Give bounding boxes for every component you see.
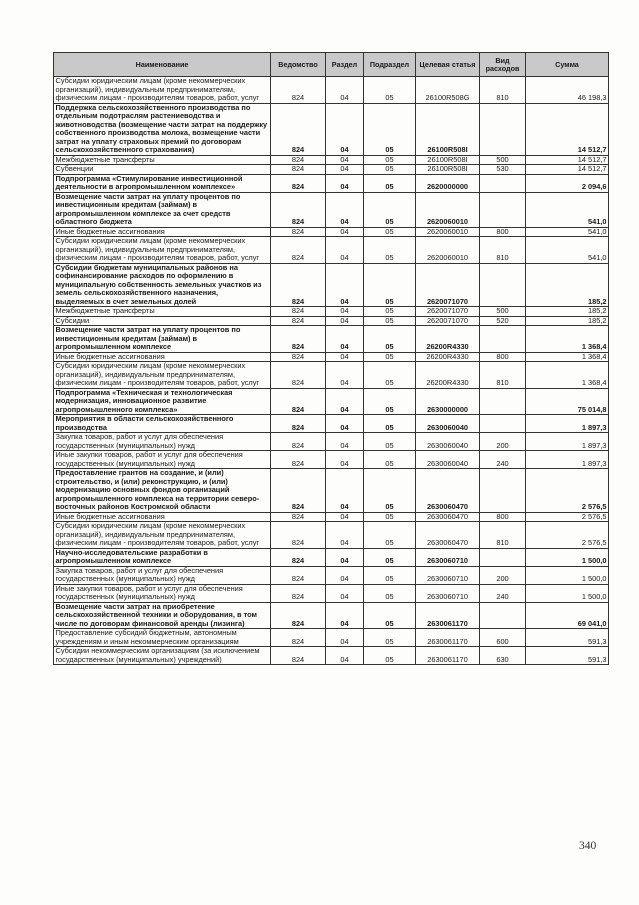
table-body	[54, 77, 609, 665]
cell-dept: 824	[271, 415, 326, 433]
cell-dept: 824	[271, 237, 326, 264]
cell-exptype: 630	[480, 647, 526, 665]
cell-dept: 824	[271, 103, 326, 155]
cell-subsection: 05	[364, 227, 416, 237]
cell-section: 04	[326, 451, 364, 469]
cell-dept: 824	[271, 584, 326, 602]
cell-exptype: 520	[480, 316, 526, 326]
cell-name: Предоставление субсидий бюджетным, автономным учреждениям и иным некоммерческим организациям	[54, 629, 271, 647]
cell-section: 04	[326, 388, 364, 415]
cell-target: 2630061170	[416, 602, 480, 629]
cell-exptype	[480, 469, 526, 513]
cell-name: Возмещение части затрат на уплату процентов по инвестиционным кредитам (займам) в агропромышленном комплексе	[54, 326, 271, 353]
cell-section: 04	[326, 362, 364, 389]
table-row	[54, 566, 609, 584]
table-row	[54, 548, 609, 566]
table-row	[54, 307, 609, 317]
table-row	[54, 512, 609, 522]
cell-dept: 824	[271, 77, 326, 104]
cell-dept: 824	[271, 155, 326, 165]
table-row	[54, 433, 609, 451]
cell-amount: 1 897,3	[526, 433, 609, 451]
cell-section: 04	[326, 522, 364, 549]
cell-dept: 824	[271, 522, 326, 549]
cell-section: 04	[326, 647, 364, 665]
cell-name: Предоставление грантов на создание, и (или) строительство, и (или) реконструкцию, и (или) модернизацию основных фондов организаций агропромышленного комплекса на территории северо-восточных районов Костромской области	[54, 469, 271, 513]
cell-exptype	[480, 103, 526, 155]
cell-amount: 14 512,7	[526, 165, 609, 175]
cell-name: Иные бюджетные ассигнования	[54, 512, 271, 522]
cell-amount: 1 500,0	[526, 548, 609, 566]
cell-section: 04	[326, 155, 364, 165]
cell-amount: 69 041,0	[526, 602, 609, 629]
cell-dept: 824	[271, 307, 326, 317]
cell-target: 26100R508I	[416, 155, 480, 165]
cell-exptype: 600	[480, 629, 526, 647]
cell-dept: 824	[271, 469, 326, 513]
cell-target: 2620071070	[416, 263, 480, 307]
cell-subsection: 05	[364, 629, 416, 647]
cell-amount: 591,3	[526, 647, 609, 665]
cell-dept: 824	[271, 647, 326, 665]
cell-name: Межбюджетные трансферты	[54, 307, 271, 317]
cell-amount: 46 198,3	[526, 77, 609, 104]
cell-exptype	[480, 388, 526, 415]
cell-amount: 185,2	[526, 316, 609, 326]
cell-subsection: 05	[364, 522, 416, 549]
cell-subsection: 05	[364, 192, 416, 227]
table-row	[54, 316, 609, 326]
header-subsection: Подраздел	[364, 53, 416, 77]
table-row	[54, 629, 609, 647]
cell-target: 2630060470	[416, 522, 480, 549]
cell-section: 04	[326, 174, 364, 192]
cell-amount: 2 094,6	[526, 174, 609, 192]
header-name: Наименование	[54, 53, 271, 77]
cell-section: 04	[326, 237, 364, 264]
cell-dept: 824	[271, 165, 326, 175]
cell-amount: 1 368,4	[526, 352, 609, 362]
cell-dept: 824	[271, 192, 326, 227]
cell-section: 04	[326, 469, 364, 513]
budget-table	[53, 52, 609, 665]
cell-amount: 591,3	[526, 629, 609, 647]
cell-name: Субсидии юридическим лицам (кроме некоммерческих организаций), индивидуальным предпринимателям, физическим лицам - производителям товаров, работ, услуг	[54, 237, 271, 264]
cell-dept: 824	[271, 326, 326, 353]
cell-amount: 1 368,4	[526, 326, 609, 353]
cell-subsection: 05	[364, 307, 416, 317]
cell-amount: 75 014,8	[526, 388, 609, 415]
cell-section: 04	[326, 165, 364, 175]
cell-target: 2620060010	[416, 192, 480, 227]
cell-subsection: 05	[364, 174, 416, 192]
cell-name: Иные закупки товаров, работ и услуг для обеспечения государственных (муниципальных) нужд	[54, 451, 271, 469]
cell-dept: 824	[271, 362, 326, 389]
cell-dept: 824	[271, 512, 326, 522]
cell-section: 04	[326, 433, 364, 451]
table-row	[54, 103, 609, 155]
cell-amount: 1 500,0	[526, 566, 609, 584]
table-row	[54, 237, 609, 264]
cell-section: 04	[326, 352, 364, 362]
cell-exptype: 240	[480, 584, 526, 602]
cell-dept: 824	[271, 629, 326, 647]
cell-section: 04	[326, 307, 364, 317]
cell-section: 04	[326, 103, 364, 155]
cell-name: Иные закупки товаров, работ и услуг для обеспечения государственных (муниципальных) нужд	[54, 584, 271, 602]
table-row	[54, 165, 609, 175]
cell-dept: 824	[271, 433, 326, 451]
cell-name: Иные бюджетные ассигнования	[54, 227, 271, 237]
cell-subsection: 05	[364, 326, 416, 353]
cell-exptype	[480, 192, 526, 227]
cell-target: 2630061170	[416, 629, 480, 647]
cell-name: Иные бюджетные ассигнования	[54, 352, 271, 362]
cell-subsection: 05	[364, 388, 416, 415]
cell-target: 2630061170	[416, 647, 480, 665]
cell-section: 04	[326, 512, 364, 522]
cell-amount: 1 897,3	[526, 451, 609, 469]
cell-subsection: 05	[364, 512, 416, 522]
cell-exptype: 200	[480, 433, 526, 451]
cell-dept: 824	[271, 451, 326, 469]
cell-amount: 1 500,0	[526, 584, 609, 602]
cell-amount: 541,0	[526, 237, 609, 264]
cell-section: 04	[326, 584, 364, 602]
cell-name: Возмещение части затрат на приобретение сельскохозяйственной техники и оборудования, в том числе по договорам финансовой аренды (лизинга)	[54, 602, 271, 629]
cell-exptype: 810	[480, 522, 526, 549]
cell-name: Поддержка сельскохозяйственного производства по отдельным подотраслям растениеводства и животноводства (возмещение части затрат на поддержку собственного производства молока, возмещение части затрат на уплату страховых премий по договорам сельскохозяйственного страхования)	[54, 103, 271, 155]
cell-target: 2620000000	[416, 174, 480, 192]
cell-target: 26100R508G	[416, 77, 480, 104]
cell-target: 2620060010	[416, 227, 480, 237]
cell-dept: 824	[271, 352, 326, 362]
cell-dept: 824	[271, 566, 326, 584]
cell-target: 2630060710	[416, 566, 480, 584]
cell-exptype: 200	[480, 566, 526, 584]
cell-exptype	[480, 326, 526, 353]
cell-amount: 14 512,7	[526, 155, 609, 165]
cell-section: 04	[326, 77, 364, 104]
table-header	[54, 53, 609, 77]
cell-name: Субвенции	[54, 165, 271, 175]
header-exptype: Вид расходов	[480, 53, 526, 77]
cell-amount: 2 576,5	[526, 512, 609, 522]
cell-target: 26200R4330	[416, 352, 480, 362]
header-row	[54, 53, 609, 77]
cell-target: 26100R508I	[416, 165, 480, 175]
table-row	[54, 602, 609, 629]
cell-exptype: 800	[480, 227, 526, 237]
cell-name: Закупка товаров, работ и услуг для обеспечения государственных (муниципальных) нужд	[54, 433, 271, 451]
cell-section: 04	[326, 415, 364, 433]
budget-table-container	[53, 52, 608, 665]
cell-name: Субсидии бюджетам муниципальных районов на софинансирование расходов по оформлению в муниципальную собственность земельных участков из земель сельскохозяйственного назначения, выделяемых в счет земельных долей	[54, 263, 271, 307]
cell-dept: 824	[271, 548, 326, 566]
cell-amount: 541,0	[526, 192, 609, 227]
cell-section: 04	[326, 602, 364, 629]
cell-section: 04	[326, 326, 364, 353]
cell-subsection: 05	[364, 316, 416, 326]
cell-target: 2630060710	[416, 584, 480, 602]
table-row	[54, 362, 609, 389]
cell-amount: 14 512,7	[526, 103, 609, 155]
cell-target: 2620071070	[416, 316, 480, 326]
cell-dept: 824	[271, 174, 326, 192]
table-row	[54, 192, 609, 227]
cell-subsection: 05	[364, 451, 416, 469]
cell-subsection: 05	[364, 433, 416, 451]
cell-dept: 824	[271, 388, 326, 415]
table-row	[54, 352, 609, 362]
cell-subsection: 05	[364, 647, 416, 665]
cell-name: Субсидии юридическим лицам (кроме некоммерческих организаций), индивидуальным предпринимателям, физическим лицам - производителям товаров, работ, услуг	[54, 362, 271, 389]
cell-exptype: 810	[480, 362, 526, 389]
header-dept: Ведомство	[271, 53, 326, 77]
cell-target: 2630060470	[416, 512, 480, 522]
cell-subsection: 05	[364, 362, 416, 389]
cell-name: Возмещение части затрат на уплату процентов по инвестиционным кредитам (займам) в агропромышленном комплексе за счет средств областного бюджета	[54, 192, 271, 227]
cell-subsection: 05	[364, 548, 416, 566]
cell-amount: 541,0	[526, 227, 609, 237]
table-row	[54, 451, 609, 469]
cell-subsection: 05	[364, 103, 416, 155]
cell-subsection: 05	[364, 77, 416, 104]
cell-dept: 824	[271, 227, 326, 237]
table-row	[54, 174, 609, 192]
cell-exptype	[480, 263, 526, 307]
cell-name: Подпрограмма «Техническая и технологическая модернизация, инновационное развитие агропромышленного комплекса»	[54, 388, 271, 415]
cell-subsection: 05	[364, 155, 416, 165]
cell-amount: 1 897,3	[526, 415, 609, 433]
table-row	[54, 77, 609, 104]
table-row	[54, 263, 609, 307]
cell-target: 2630060040	[416, 451, 480, 469]
cell-exptype: 240	[480, 451, 526, 469]
cell-subsection: 05	[364, 566, 416, 584]
table-row	[54, 647, 609, 665]
table-row	[54, 415, 609, 433]
cell-subsection: 05	[364, 237, 416, 264]
table-row	[54, 155, 609, 165]
cell-section: 04	[326, 316, 364, 326]
cell-target: 2630060040	[416, 433, 480, 451]
cell-target: 26100R508I	[416, 103, 480, 155]
cell-exptype: 810	[480, 237, 526, 264]
cell-exptype: 810	[480, 77, 526, 104]
cell-subsection: 05	[364, 584, 416, 602]
cell-name: Научно-исследовательские разработки в агропромышленном комплексе	[54, 548, 271, 566]
header-amount: Сумма	[526, 53, 609, 77]
table-row	[54, 326, 609, 353]
cell-exptype: 500	[480, 307, 526, 317]
cell-target: 26200R4330	[416, 362, 480, 389]
cell-subsection: 05	[364, 469, 416, 513]
cell-name: Мероприятия в области сельскохозяйственного производства	[54, 415, 271, 433]
cell-name: Субсидии	[54, 316, 271, 326]
cell-name: Межбюджетные трансферты	[54, 155, 271, 165]
table-row	[54, 388, 609, 415]
table-row	[54, 522, 609, 549]
cell-section: 04	[326, 566, 364, 584]
table-row	[54, 584, 609, 602]
cell-target: 2630060040	[416, 415, 480, 433]
cell-subsection: 05	[364, 263, 416, 307]
cell-amount: 2 576,5	[526, 469, 609, 513]
cell-amount: 185,2	[526, 307, 609, 317]
cell-amount: 1 368,4	[526, 362, 609, 389]
cell-dept: 824	[271, 602, 326, 629]
cell-subsection: 05	[364, 352, 416, 362]
cell-exptype	[480, 548, 526, 566]
cell-section: 04	[326, 227, 364, 237]
cell-exptype: 800	[480, 512, 526, 522]
cell-target: 2630060470	[416, 469, 480, 513]
table-row	[54, 469, 609, 513]
cell-amount: 185,2	[526, 263, 609, 307]
cell-target: 2620060010	[416, 237, 480, 264]
cell-target: 2620071070	[416, 307, 480, 317]
cell-exptype: 500	[480, 155, 526, 165]
cell-exptype	[480, 602, 526, 629]
cell-name: Закупка товаров, работ и услуг для обеспечения государственных (муниципальных) нужд	[54, 566, 271, 584]
cell-target: 2630060710	[416, 548, 480, 566]
cell-amount: 2 576,5	[526, 522, 609, 549]
cell-section: 04	[326, 629, 364, 647]
cell-section: 04	[326, 263, 364, 307]
cell-section: 04	[326, 192, 364, 227]
cell-name: Субсидии юридическим лицам (кроме некоммерческих организаций), индивидуальным предпринимателям, физическим лицам - производителям товаров, работ, услуг	[54, 522, 271, 549]
cell-dept: 824	[271, 316, 326, 326]
cell-name: Субсидии некоммерческим организациям (за исключением государственных (муниципальных) учреждений)	[54, 647, 271, 665]
cell-subsection: 05	[364, 602, 416, 629]
cell-name: Подпрограмма «Стимулирование инвестиционной деятельности в агропромышленном комплексе»	[54, 174, 271, 192]
table-row	[54, 227, 609, 237]
cell-exptype: 800	[480, 352, 526, 362]
cell-subsection: 05	[364, 165, 416, 175]
cell-exptype	[480, 174, 526, 192]
cell-subsection: 05	[364, 415, 416, 433]
cell-exptype: 530	[480, 165, 526, 175]
cell-target: 2630000000	[416, 388, 480, 415]
cell-name: Субсидии юридическим лицам (кроме некоммерческих организаций), индивидуальным предпринимателям, физическим лицам - производителям товаров, работ, услуг	[54, 77, 271, 104]
header-target: Целевая статья	[416, 53, 480, 77]
header-section: Раздел	[326, 53, 364, 77]
page-number: 340	[579, 840, 597, 852]
cell-dept: 824	[271, 263, 326, 307]
cell-exptype	[480, 415, 526, 433]
cell-target: 26200R4330	[416, 326, 480, 353]
cell-section: 04	[326, 548, 364, 566]
